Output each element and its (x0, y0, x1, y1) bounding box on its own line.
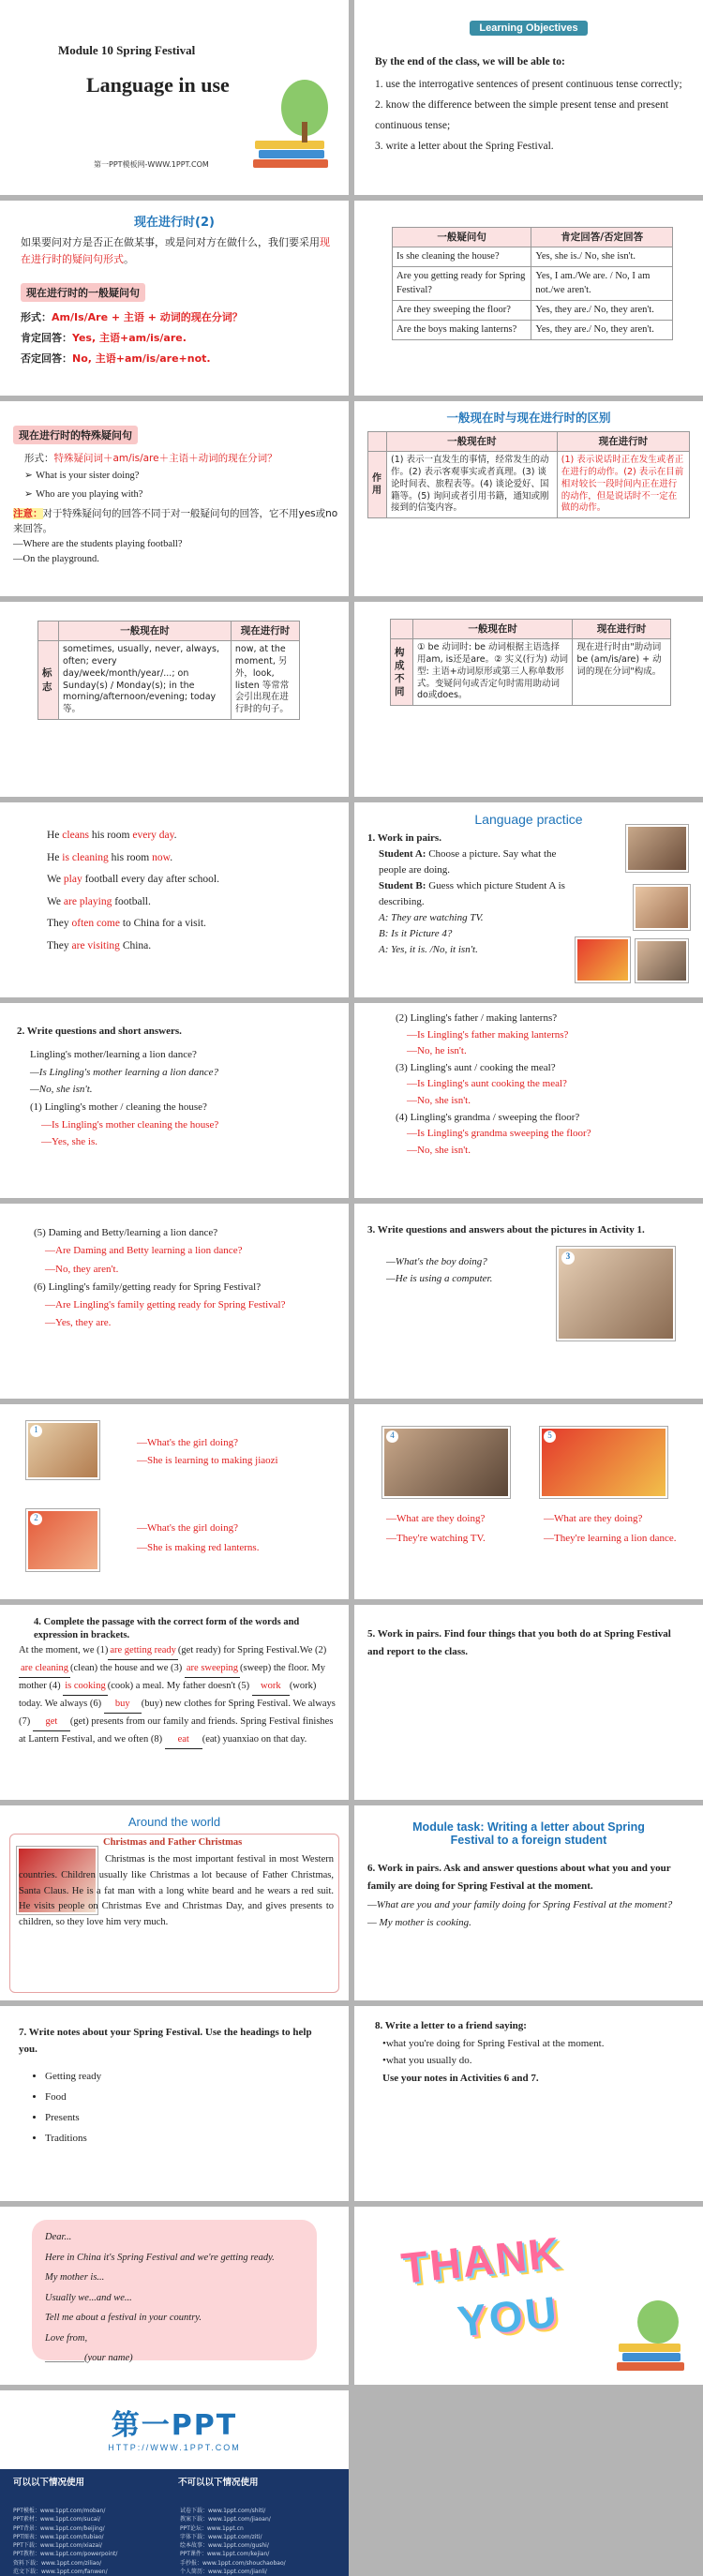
example-list (47, 825, 219, 957)
example-sentence (47, 913, 219, 936)
slide-signal-words (0, 602, 349, 797)
table-header: 现在进行时 (231, 622, 299, 641)
ad-can-title: 可以以下情况使用 (13, 2478, 85, 2488)
task-item: •what you usually do. (382, 2055, 472, 2067)
slide-task-8 (354, 2006, 703, 2201)
positive-label: 肯定回答： (21, 332, 72, 344)
photo-children (634, 885, 690, 930)
blank-answer: is cooking (63, 1678, 107, 1696)
form-label: 形式： (21, 311, 52, 323)
sentence-text: . (173, 830, 177, 841)
heading-item: • Traditions (45, 2128, 101, 2149)
blank-header (391, 620, 413, 639)
passage-segment: (work) today. We always (6) (19, 1681, 317, 1710)
ad-link[interactable]: 试卷下载：www.1ppt.com/shiti/ (180, 2508, 266, 2514)
picture-number: 3 (561, 1251, 575, 1265)
example: —Where are the students playing football? (13, 538, 183, 549)
passage-text (19, 1642, 337, 1749)
slide-task-5 (354, 1605, 703, 1800)
positive-text: Yes, 主语+am/is/are. (72, 332, 187, 344)
question-item: (2) Lingling's father / making lanterns? (396, 1012, 558, 1024)
objective-item: 1. use the interrogative sentences of present continuous tense correctly; (375, 79, 682, 90)
question-line: —What are they doing? (544, 1513, 643, 1524)
pill-special-question: 现在进行时的特殊疑问句 (13, 426, 138, 444)
blank-answer: buy (104, 1696, 142, 1714)
student-a-text: Choose a picture. Say what the people are doing. (379, 848, 557, 876)
module-label: Module 10 Spring Festival (58, 43, 196, 57)
negative-label: 否定回答： (21, 352, 72, 365)
table-row (38, 641, 300, 720)
task-note: Use your notes in Activities 6 and 7. (382, 2073, 539, 2085)
blank-answer: work (252, 1678, 290, 1696)
answer-line: —Is Lingling's grandma sweeping the floor? (407, 1128, 591, 1140)
signal-table (37, 621, 300, 720)
table-header: 肯定回答/否定回答 (531, 228, 673, 247)
heading-item: • Food (45, 2087, 101, 2107)
question-line: —What's the boy doing? (386, 1256, 487, 1267)
photo-family-tv (382, 1427, 510, 1498)
ad-links (13, 2507, 341, 2576)
sentence-text: . (170, 851, 173, 863)
slide-passage (0, 1605, 349, 1800)
picture-number: 4 (386, 1430, 398, 1443)
form-text: 特殊疑问词＋am/is/are＋主语＋动词的现在分词？ (53, 453, 277, 464)
ad-link[interactable]: 个人简历：www.1ppt.com/jianli/ (180, 2569, 267, 2576)
blank-answer: are getting ready (108, 1642, 178, 1660)
ad-link[interactable]: 范文下载：www.1ppt.com/fanwen/ (13, 2569, 108, 2576)
dialog-line: B: Is it Picture 4? (379, 928, 453, 940)
example-line: — My mother is cooking. (367, 1917, 471, 1929)
question-line: —What are they doing? (386, 1513, 486, 1524)
highlight-text: are playing (63, 895, 112, 907)
highlight-text: often come (71, 918, 120, 930)
blank-header (368, 432, 387, 452)
sentence-text: We (47, 895, 64, 907)
slide-pictures-4-5 (354, 1404, 703, 1599)
objectives-badge: Learning Objectives (470, 21, 587, 36)
highlight-text: cleans (62, 830, 90, 841)
table-row (368, 452, 690, 518)
student-b-text: Guess which picture Student A is describing. (379, 880, 565, 908)
letter-line: Here in China it's Spring Festival and we're getting ready. (45, 2252, 275, 2263)
highlight-text: every day (132, 830, 174, 841)
note-label: 注意： (13, 508, 43, 519)
answer-line: —No, she isn't. (407, 1144, 471, 1156)
task-item: •what you're doing for Spring Festival at the moment. (382, 2037, 605, 2049)
example-answer: —Is Lingling's mother learning a lion dance? (30, 1066, 218, 1078)
sentence-text: football. (112, 895, 151, 907)
slide-practice (354, 802, 703, 997)
example: Who are you playing with? (36, 488, 143, 500)
cell: Are they sweeping the floor? (393, 300, 531, 320)
ad-logo: 第一PPT (111, 2409, 238, 2442)
books-illustration (617, 2300, 692, 2375)
answer-line: —Yes, they are. (45, 1317, 112, 1329)
ad-link[interactable]: 教案下载：www.1ppt.com/jiaoan/ (180, 2516, 271, 2524)
answer-line: —He is using a computer. (386, 1272, 493, 1284)
table-row (393, 320, 673, 339)
cell: sometimes, usually, never, always, often; every day/week/month/year/...; on Sunday(s) / Monday(s); in the morning/afternoon/evening; today 等。 (59, 641, 232, 720)
passage-segment: (eat) yuanxiao on that day. (202, 1734, 307, 1745)
thank-text: THANK (398, 2227, 564, 2293)
cell: Are the boys making lanterns? (393, 320, 531, 339)
slide-letter (0, 2207, 349, 2385)
slide-cover (0, 0, 349, 195)
cell: Yes, I am./We are. / No, I am not./we aren't. (531, 267, 673, 300)
blank-answer: are sweeping (185, 1660, 240, 1678)
example-answer: —No, she isn't. (30, 1084, 93, 1096)
answer-line: —No, she isn't. (407, 1094, 471, 1106)
ad-link[interactable]: PPT下载：www.1ppt.com/xiazai/ (13, 2542, 102, 2550)
example-sentence (47, 825, 219, 847)
ad-url: HTTP://WWW.1PPT.COM (108, 2443, 241, 2452)
slide-module-task (354, 1805, 703, 2000)
task-title: 1. Work in pairs. (367, 832, 441, 844)
highlight-text: play (63, 874, 82, 886)
slide-write-3 (354, 1204, 703, 1399)
task-title: 8. Write a letter to a friend saying: (375, 2020, 527, 2031)
question-item: (4) Lingling's grandma / sweeping the floor? (396, 1111, 580, 1123)
passage-segment: (get) presents from our family and friends. Spring Festival finishes at Lantern Festival, and we often (8) (19, 1716, 334, 1745)
sentence-text: football every day after school. (82, 874, 219, 886)
photo-lion-dance (576, 937, 630, 982)
letter-line: Tell me about a festival in your country. (45, 2313, 202, 2324)
table-row (393, 267, 673, 300)
answer-line: —She is making red lanterns. (137, 1541, 260, 1553)
question-item: (5) Daming and Betty/learning a lion dance? (34, 1227, 218, 1238)
highlight-text: are visiting (71, 939, 120, 951)
form-text: Am/Is/Are + 主语 + 动词的现在分词？ (52, 311, 243, 323)
table-row (391, 639, 671, 706)
table-header: 一般现在时 (387, 432, 558, 452)
cell: Yes, they are./ No, they aren't. (531, 320, 673, 339)
ad-link[interactable]: 手抄报：www.1ppt.com/shouchaobao/ (180, 2559, 286, 2567)
highlight-text: is cleaning (62, 851, 109, 863)
ad-link[interactable]: PPT论坛：www.1ppt.cn (180, 2524, 244, 2532)
blank-answer: are cleaning (19, 1660, 70, 1678)
footer-credit: 第一PPT模板网-WWW.1PPT.COM (94, 160, 209, 169)
table-header: 一般现在时 (413, 620, 573, 639)
grammar-desc-end: 。 (124, 252, 134, 265)
cell: (1) 表示一直发生的事情，经常发生的动作。(2) 表示客观事实或者真理。(3) 谈论时间表、旅程表等。(4) 谈论爱好、国籍等。(5) 询问或者引用书籍，通知或刚接到的信笺内容。 (387, 452, 558, 518)
picture-number: 2 (30, 1513, 42, 1525)
sentence-text: to China for a visit. (119, 918, 206, 930)
letter-line: ________(your name) (45, 2353, 133, 2364)
task-title: 7. Write notes about your Spring Festival. Use the headings to help you. (19, 2027, 312, 2055)
example-sentence (47, 869, 219, 891)
photo-girl-jiaozi (26, 1421, 99, 1479)
dialog-line: A: They are watching TV. (379, 912, 484, 924)
heading-item: • Presents (45, 2107, 101, 2128)
objectives-intro: By the end of the class, we will be able to: (375, 56, 565, 67)
section-title: Around the world (127, 1815, 221, 1829)
cell: ① be 动词时: be 动词根据主语选择用am, is还是are。② 实义(行为) 动词型: 主语+动词原形或第三人称单数形式。变疑问句或否定句时需用助动词do或does。 (413, 639, 573, 706)
task-title: 4. Complete the passage with the correct form of the words and expression in brackets. (34, 1617, 300, 1641)
sentence-text: He (47, 830, 63, 841)
negative-text: No, 主语+am/is/are+not. (72, 352, 211, 365)
answer-line: —They're learning a lion dance. (544, 1532, 677, 1544)
books-illustration (253, 75, 337, 169)
article-title: Christmas and Father Christmas (103, 1837, 243, 1848)
form-label: 形式： (24, 453, 54, 464)
dialog-line: A: Yes, it is. /No, it isn't. (379, 944, 478, 956)
ad-link[interactable]: 字体下载：www.1ppt.com/ziti/ (180, 2533, 262, 2540)
example: —On the playground. (13, 553, 99, 564)
slide-write-2a (0, 1003, 349, 1198)
slide-around-world (0, 1805, 349, 2000)
cell: 现在进行时由"助动词be (am/is/are) + 动词的现在分词"构成。 (573, 639, 671, 706)
example-sentence (47, 891, 219, 914)
form-table (390, 619, 671, 706)
ad-link[interactable]: PPT素材：www.1ppt.com/sucai/ (13, 2516, 101, 2524)
answer-line: —Yes, she is. (41, 1136, 98, 1148)
sentence-text: He (47, 851, 63, 863)
cell: (1) 表示说话时正在发生或者正在进行的动作。(2) 表示在目前相对较长一段时间内正在进行的动作，但是说话时不一定在做的动作。 (557, 452, 689, 518)
ad-link[interactable]: 绘本故事：www.1ppt.com/gushi/ (180, 2542, 269, 2550)
example: What is your sister doing? (36, 471, 140, 482)
row-label: 标志 (38, 641, 59, 720)
module-task-title: Module task: Writing a letter about Spring Festival to a foreign student (412, 1820, 645, 1847)
sentence-text: his room (108, 851, 153, 863)
photo-family (626, 825, 688, 872)
slide-write-2b (354, 1003, 703, 1198)
ad-link[interactable]: PPT课件：www.1ppt.com/kejian/ (180, 2551, 270, 2558)
answer-line: —No, he isn't. (407, 1045, 467, 1057)
passage-segment: (clean) the house and we (3) (70, 1663, 185, 1674)
slide-objectives (354, 0, 703, 195)
slide-write-2c (0, 1204, 349, 1399)
pill-yes-no-question: 现在进行时的一般疑问句 (21, 283, 145, 302)
answer-line: —Is Lingling's aunt cooking the meal? (407, 1078, 567, 1090)
table-header: 一般疑问句 (393, 228, 531, 247)
picture-number: 1 (30, 1425, 42, 1437)
you-text: YOU (455, 2286, 562, 2346)
slide-thank-you (354, 2207, 703, 2385)
slide-ad (0, 2390, 349, 2576)
cell: Are you getting ready for Spring Festival? (393, 267, 531, 300)
cell: Yes, they are./ No, they aren't. (531, 300, 673, 320)
question-item: (6) Lingling's family/getting ready for Spring Festival? (34, 1281, 262, 1293)
photo-girl-lanterns (26, 1509, 99, 1571)
task-question: 6. Work in pairs. Ask and answer questions about what you and your family are doing for Spring Festival at the moment. (367, 1863, 671, 1892)
question-line: —What's the girl doing? (137, 1522, 238, 1534)
ad-link[interactable]: PPT模板：www.1ppt.com/moban/ (13, 2508, 106, 2514)
slide-examples (0, 802, 349, 997)
slide-grammar-1 (0, 201, 349, 396)
passage-segment: (buy) new clothes for Spring Festival. We always (7) (19, 1699, 336, 1728)
slide-special-question: 现在进行时的特殊疑问句 形式：特殊疑问词＋am/is/are＋主语＋动词的现在分词？ ➢ What is your sister doing? ➢ Who are you playing with? 注意：对于特殊疑问句的回答不同于对一般疑问句的回答，它不用yes或no来回答。 —Where are the students playing football? —On the playground. (0, 401, 349, 596)
photo-lion-dance (540, 1427, 667, 1498)
objective-item: 2. know the difference between the simple present tense and present continuous tense; (375, 98, 669, 131)
passage-segment: (sweep) the floor. My mother (4) (19, 1663, 325, 1692)
table-header: 现在进行时 (557, 432, 689, 452)
blank-answer: eat (165, 1731, 202, 1749)
sentence-text: They (47, 918, 72, 930)
letter-line: Dear... (45, 2232, 72, 2242)
sentence-text: We (47, 874, 64, 886)
table-header: 现在进行时 (573, 620, 671, 639)
slide-task-7 (0, 2006, 349, 2201)
question-table (392, 227, 673, 340)
task-title: 3. Write questions and answers about the pictures in Activity 1. (367, 1224, 645, 1236)
student-b-label: Student B: (379, 880, 426, 892)
question-line: —What's the girl doing? (137, 1437, 238, 1448)
answer-line: —Are Daming and Betty learning a lion dance? (45, 1245, 243, 1257)
ad-cannot-title: 不可以以下情况使用 (178, 2478, 259, 2488)
ad-link[interactable]: PPT背景：www.1ppt.com/beijing/ (13, 2524, 105, 2532)
answer-line: —No, they aren't. (45, 1263, 119, 1275)
passage-segment: At the moment, we (1) (19, 1645, 109, 1655)
ad-link[interactable]: PPT图表：www.1ppt.com/tubiao/ (13, 2533, 104, 2540)
example-question: Lingling's mother/learning a lion dance? (30, 1049, 197, 1060)
photo-boy-computer (557, 1247, 675, 1340)
cell: now, at the moment, 另外，look, listen 等常常会引出现在进行时的句子。 (231, 641, 299, 720)
sentence-text: China. (119, 939, 152, 951)
letter-line: Love from, (45, 2332, 88, 2344)
cell: Is she cleaning the house? (393, 247, 531, 267)
row-label: 作用 (368, 452, 387, 518)
ad-link[interactable]: PPT教程：www.1ppt.com/powerpoint/ (13, 2551, 118, 2558)
letter-line: My mother is... (45, 2272, 105, 2284)
passage-segment: (cook) a meal. My father doesn't (5) (107, 1681, 252, 1692)
cell: Yes, she is./ No, she isn't. (531, 247, 673, 267)
question-item: (3) Lingling's aunt / cooking the meal? (396, 1061, 556, 1073)
sentence-text: his room (89, 830, 133, 841)
objective-item: 3. write a letter about the Spring Festival. (375, 140, 554, 152)
example-sentence (47, 847, 219, 870)
task-title: 2. Write questions and short answers. (17, 1026, 182, 1037)
article-text: Christmas is the most important festival in most Western countries. Children usually like Christmas a lot because of Father Christmas, Santa Claus. He is a fat man with a long white beard and he wears a red suit. He visits people on Christmas Eve and Christmas Day, and gives presents to children, so they love him very much. (19, 1854, 334, 1928)
page-title: Language in use (86, 73, 230, 97)
answer-line: —They're watching TV. (386, 1532, 486, 1544)
answer-line: —Is Lingling's father making lanterns? (407, 1028, 569, 1041)
table-row (393, 300, 673, 320)
blank-answer: get (33, 1714, 70, 1731)
highlight-text: now (152, 851, 171, 863)
answer-line: —She is learning to making jiaozi (137, 1455, 278, 1467)
answer-line: —Is Lingling's mother cleaning the house? (41, 1118, 219, 1131)
difference-title: 一般现在时与现在进行时的区别 (446, 411, 611, 425)
example-line: —What are you and your family doing for Spring Festival at the moment? (367, 1899, 673, 1911)
slide-form-difference (354, 602, 703, 797)
example-sentence (47, 936, 219, 958)
heading-item: • Getting ready (45, 2066, 101, 2087)
grammar-desc-key: 现在进行时的疑问句形式 (21, 236, 330, 265)
practice-title: Language practice (474, 812, 583, 827)
note-text: 对于特殊疑问句的回答不同于对一般疑问句的回答，它不用yes或no来回答。 (13, 508, 338, 535)
passage-segment: (get ready) for Spring Festival.We (2) (177, 1645, 327, 1655)
grammar-desc: 如果要问对方是否正在做某事，或是问对方在做什么，我们要采用 (21, 236, 320, 248)
table-row (393, 247, 673, 267)
row-label: 构成不同 (391, 639, 413, 706)
grammar-title: 现在进行时(2) (134, 216, 215, 230)
difference-table (367, 431, 690, 518)
ad-link[interactable]: 资料下载：www.1ppt.com/ziliao/ (13, 2559, 102, 2567)
picture-number: 5 (544, 1430, 556, 1443)
photo-boy-computer (636, 939, 688, 982)
slide-pictures-1-2 (0, 1404, 349, 1599)
slide-question-table (354, 201, 703, 396)
sentence-text: They (47, 939, 72, 951)
blank-header (38, 622, 59, 641)
answer-line: —Are Lingling's family getting ready for Spring Festival? (45, 1299, 286, 1310)
table-header: 一般现在时 (59, 622, 232, 641)
student-a-label: Student A: (379, 848, 426, 861)
ad-panel (0, 2469, 349, 2576)
question-item: (1) Lingling's mother / cleaning the house? (30, 1101, 207, 1114)
letter-line: Usually we...and we... (45, 2292, 132, 2303)
slide-difference (354, 401, 703, 596)
task-title: 5. Work in pairs. Find four things that you both do at Spring Festival and report to the class. (367, 1628, 671, 1657)
